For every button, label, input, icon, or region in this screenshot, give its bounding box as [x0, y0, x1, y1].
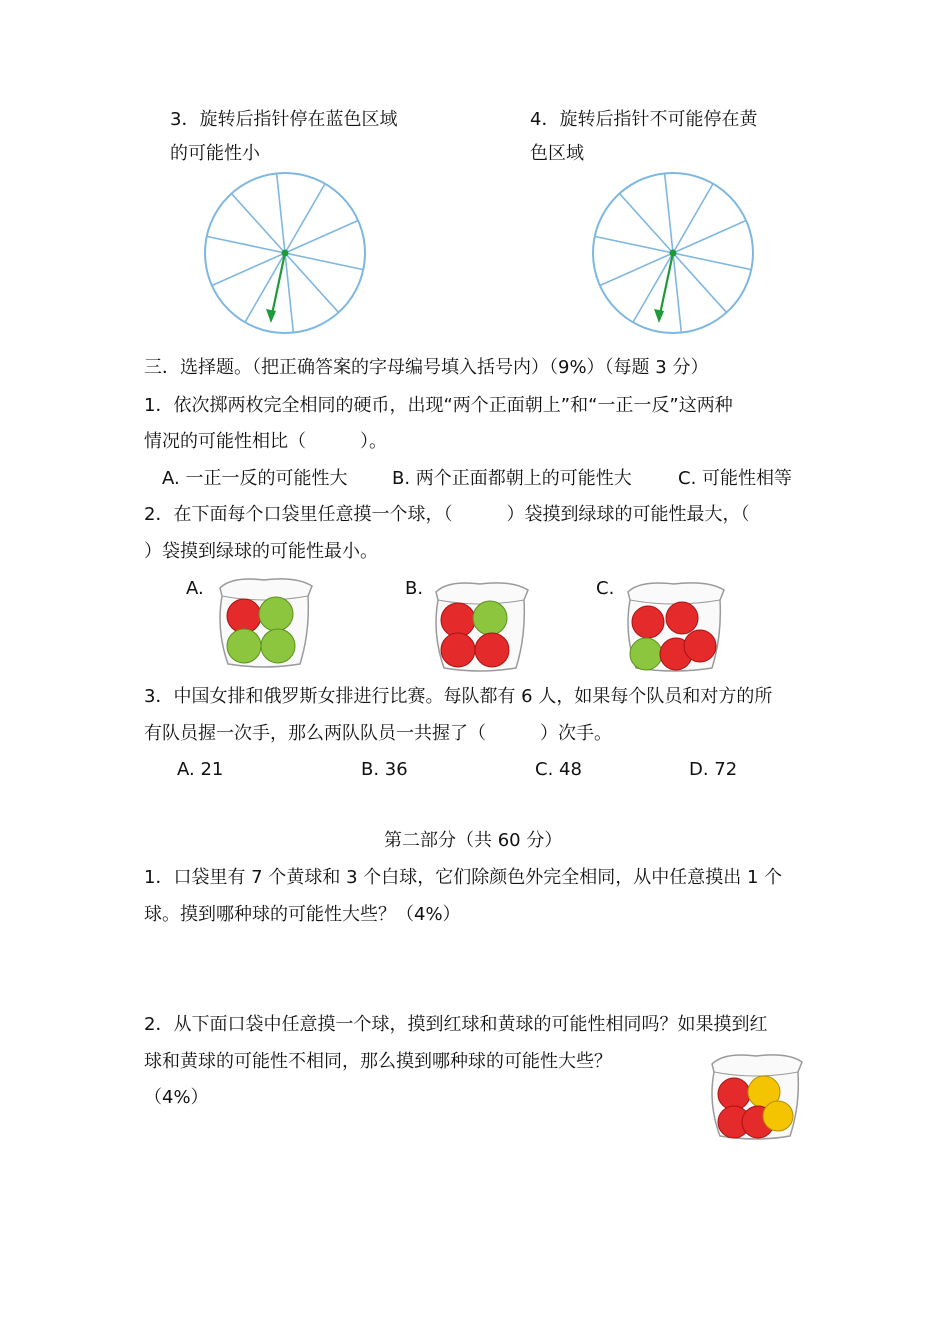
section3-heading: 三．选择题。（把正确答案的字母编号填入括号内）（9%）（每题 3 分）	[144, 357, 709, 378]
q1-line2: 情况的可能性相比（ ）。	[144, 431, 387, 452]
red-ball	[441, 633, 475, 667]
green-ball	[630, 638, 662, 670]
bag-c-image	[620, 578, 730, 674]
spinner-item3	[200, 168, 370, 338]
green-ball	[261, 629, 295, 663]
q1-line1: 1．依次掷两枚完全相同的硬币，出现“两个正面朝上”和“一正一反”这两种	[144, 395, 733, 416]
red-ball	[227, 599, 261, 633]
part2-title: 第二部分（共 60 分）	[384, 830, 563, 851]
q3-option-c: C. 48	[535, 759, 582, 780]
green-ball	[473, 601, 507, 635]
spinner-hub	[670, 250, 677, 257]
red-ball	[684, 630, 716, 662]
yellow-ball	[763, 1101, 793, 1131]
item4-text-line2: 色区域	[530, 143, 584, 164]
bag-a-image	[212, 574, 318, 670]
q3-line1: 3．中国女排和俄罗斯女排进行比赛。每队都有 6 人，如果每个队员和对方的所	[144, 686, 773, 707]
green-ball	[227, 629, 261, 663]
spinner-item4	[588, 168, 758, 338]
q3-option-d: D. 72	[689, 759, 738, 780]
q1-option-b: B. 两个正面都朝上的可能性大	[392, 468, 632, 489]
red-ball	[475, 633, 509, 667]
part2-q1-line2: 球。摸到哪种球的可能性大些？（4%）	[144, 904, 461, 925]
green-ball	[259, 597, 293, 631]
spinner-wheel-4	[593, 173, 753, 333]
item3-text-line1: 3．旋转后指针停在蓝色区域	[170, 109, 398, 130]
part2-q2-line1: 2．从下面口袋中任意摸一个球，摸到红球和黄球的可能性相同吗？如果摸到红	[144, 1014, 768, 1035]
bag-a-label: A.	[186, 578, 204, 599]
q2-line2: ）袋摸到绿球的可能性最小。	[144, 541, 378, 562]
red-ball	[632, 606, 664, 638]
q1-option-c: C. 可能性相等	[678, 468, 793, 489]
part2-q1-line1: 1．口袋里有 7 个黄球和 3 个白球，它们除颜色外完全相同，从中任意摸出 1 个	[144, 867, 783, 888]
part2-q2-line3: （4%）	[144, 1087, 209, 1108]
q3-line2: 有队员握一次手，那么两队队员一共握了（ ）次手。	[144, 723, 612, 744]
q1-option-a: A. 一正一反的可能性大	[162, 468, 348, 489]
bag-c-label: C.	[596, 578, 615, 599]
part2-q2-line2: 球和黄球的可能性不相同，那么摸到哪种球的可能性大些？	[144, 1051, 612, 1072]
q3-option-b: B. 36	[361, 759, 408, 780]
item3-text-line2: 的可能性小	[170, 143, 260, 164]
spinner-wheel-3	[205, 173, 365, 333]
q2-line1: 2．在下面每个口袋里任意摸一个球，（ ）袋摸到绿球的可能性最大，（	[144, 504, 750, 525]
bag-red-yellow-image	[704, 1050, 808, 1142]
red-ball	[441, 603, 475, 637]
q3-option-a: A. 21	[177, 759, 224, 780]
item4-text-line1: 4．旋转后指针不可能停在黄	[530, 109, 758, 130]
bag-b-label: B.	[405, 578, 424, 599]
red-ball	[718, 1078, 750, 1110]
bag-b-image	[428, 578, 534, 674]
red-ball	[666, 602, 698, 634]
spinner-hub	[282, 250, 289, 257]
